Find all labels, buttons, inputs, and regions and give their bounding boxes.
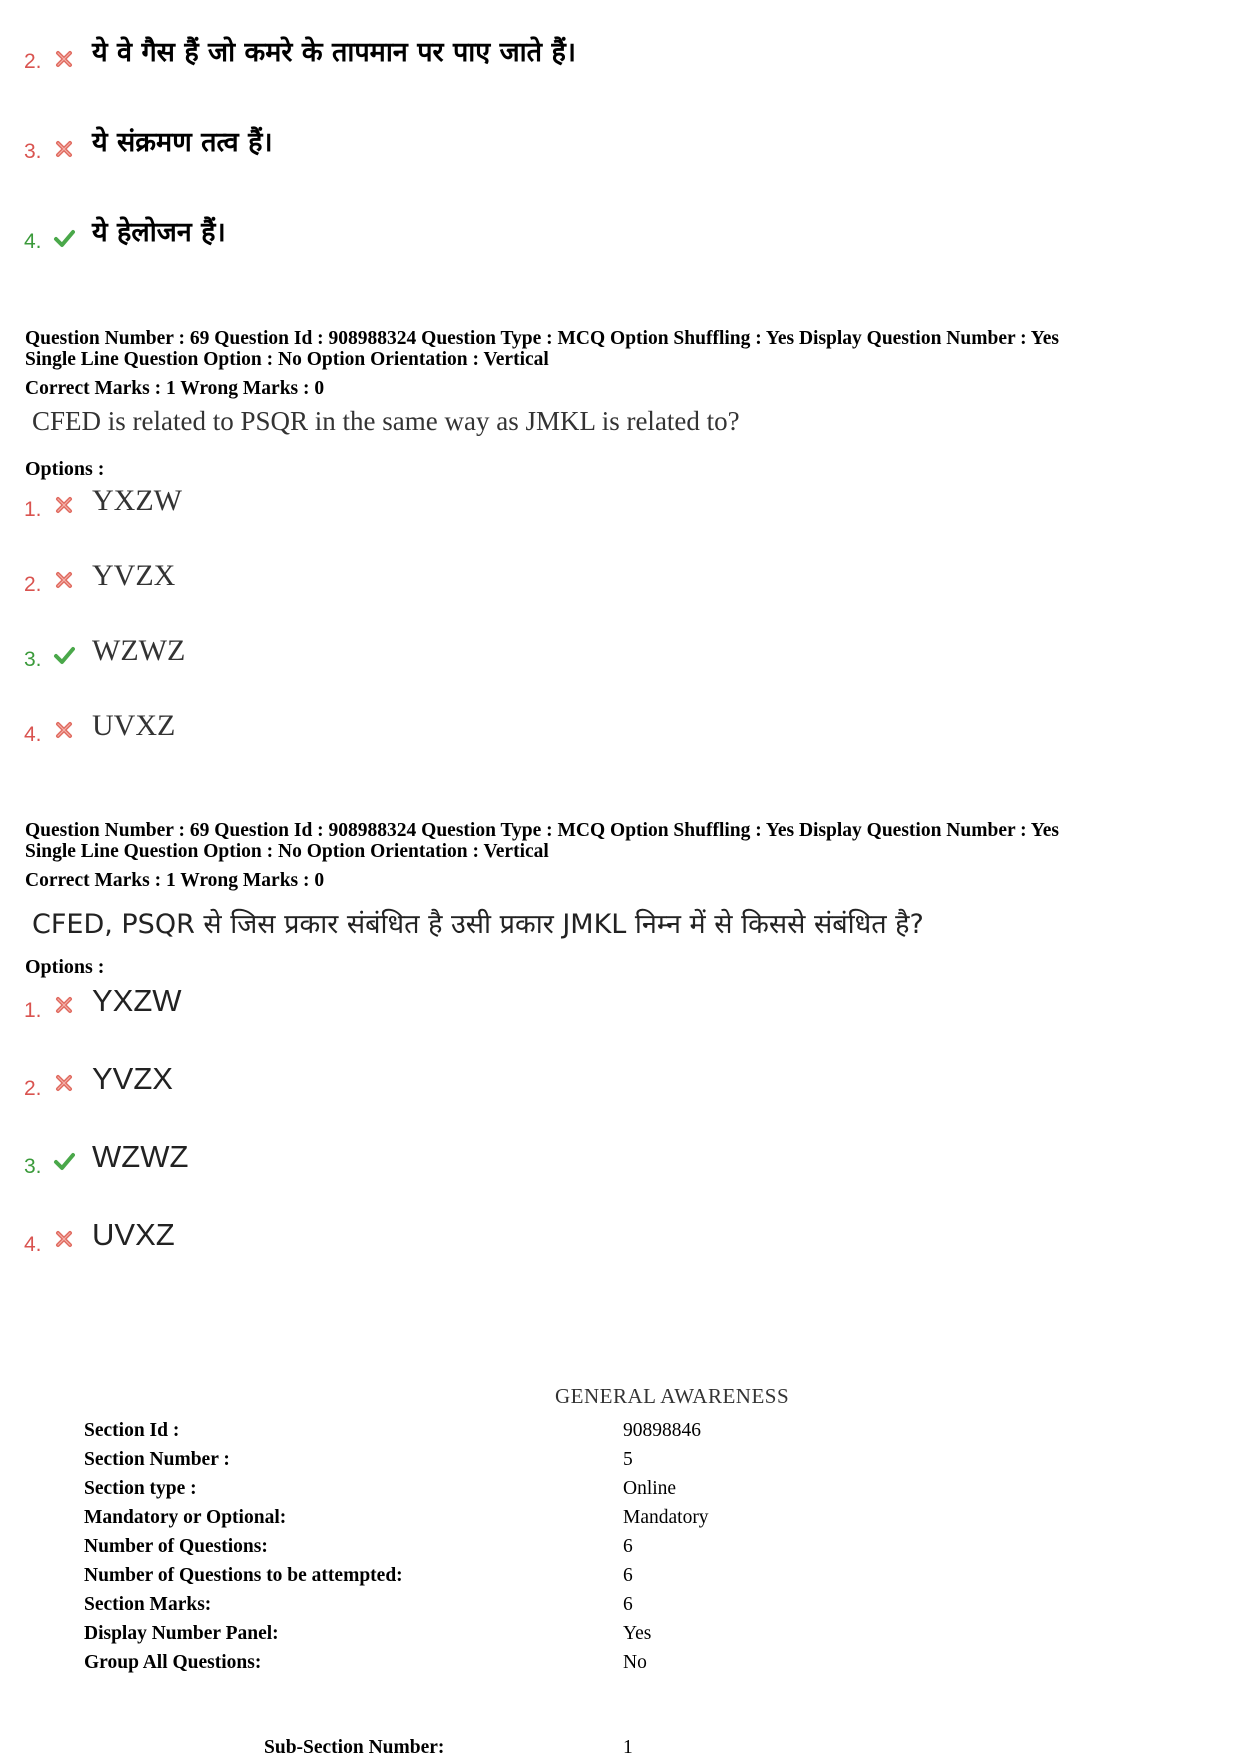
section-title: GENERAL AWARENESS xyxy=(555,1384,790,1408)
cross-mark-icon xyxy=(53,138,75,160)
section-key: Section Id : xyxy=(84,1420,180,1441)
options-label: Options : xyxy=(25,458,105,480)
sub-section-value: 1 xyxy=(623,1737,633,1758)
section-value: 6 xyxy=(623,1565,633,1586)
options-label: Options : xyxy=(25,956,105,978)
check-mark-icon xyxy=(53,227,75,249)
question-meta-line1: Question Number : 69 Question Id : 908988324 Question Type : MCQ Option Shuffling : Yes Display Question Number : Yes xyxy=(25,328,1059,349)
option-text: YXZW xyxy=(92,484,182,517)
section-key: Section Number : xyxy=(84,1449,230,1470)
section-value: Yes xyxy=(623,1623,652,1644)
cross-mark-icon xyxy=(53,1072,75,1094)
cross-mark-icon xyxy=(53,569,75,591)
option-text: YVZX xyxy=(92,559,176,592)
section-key: Number of Questions: xyxy=(84,1536,268,1557)
option-number: 1. xyxy=(24,498,42,521)
cross-mark-icon xyxy=(53,719,75,741)
question-meta-line1: Question Number : 69 Question Id : 908988324 Question Type : MCQ Option Shuffling : Yes Display Question Number : Yes xyxy=(25,820,1059,841)
sub-section-key: Sub-Section Number: xyxy=(264,1737,445,1758)
section-key: Mandatory or Optional: xyxy=(84,1507,287,1528)
section-value: Online xyxy=(623,1478,677,1499)
cross-mark-icon xyxy=(53,1228,75,1250)
section-key: Number of Questions to be attempted: xyxy=(84,1565,403,1586)
question-marks: Correct Marks : 1 Wrong Marks : 0 xyxy=(25,870,325,891)
section-value: 5 xyxy=(623,1449,633,1470)
option-number: 4. xyxy=(24,723,42,746)
option-number: 2. xyxy=(24,1077,42,1100)
option-number: 4. xyxy=(24,230,42,253)
option-number: 3. xyxy=(24,1155,42,1178)
option-text: ये संक्रमण तत्व हैं। xyxy=(92,127,273,158)
option-text: ये हेलोजन हैं। xyxy=(92,217,226,248)
section-value: Mandatory xyxy=(623,1507,709,1528)
cross-mark-icon xyxy=(53,494,75,516)
question-marks: Correct Marks : 1 Wrong Marks : 0 xyxy=(25,378,325,399)
option-number: 3. xyxy=(24,648,42,671)
cross-mark-icon xyxy=(53,48,75,70)
option-number: 1. xyxy=(24,999,42,1022)
section-value: 90898846 xyxy=(623,1420,701,1441)
section-key: Section type : xyxy=(84,1478,197,1499)
section-key: Display Number Panel: xyxy=(84,1623,279,1644)
section-value: 6 xyxy=(623,1594,633,1615)
option-text: WZWZ xyxy=(92,1139,189,1174)
section-value: No xyxy=(623,1652,647,1673)
question-stem: CFED is related to PSQR in the same way as JMKL is related to? xyxy=(32,406,740,436)
option-text: YVZX xyxy=(92,1061,173,1096)
option-number: 3. xyxy=(24,140,42,163)
section-value: 6 xyxy=(623,1536,633,1557)
option-text: UVXZ xyxy=(92,709,176,742)
option-text: UVXZ xyxy=(92,1217,175,1252)
section-key: Group All Questions: xyxy=(84,1652,262,1673)
option-number: 2. xyxy=(24,50,42,73)
check-mark-icon xyxy=(53,1150,75,1172)
check-mark-icon xyxy=(53,644,75,666)
option-number: 2. xyxy=(24,573,42,596)
option-text: YXZW xyxy=(92,983,182,1018)
option-text: ये वे गैस हैं जो कमरे के तापमान पर पाए जाते हैं। xyxy=(92,37,577,68)
question-stem: CFED, PSQR से जिस प्रकार संबंधित है उसी प्रकार JMKL निम्न में से किससे संबंधित है? xyxy=(32,909,924,940)
question-meta-line2: Single Line Question Option : No Option Orientation : Vertical xyxy=(25,841,549,862)
option-text: WZWZ xyxy=(92,634,186,667)
option-number: 4. xyxy=(24,1233,42,1256)
cross-mark-icon xyxy=(53,994,75,1016)
section-key: Section Marks: xyxy=(84,1594,212,1615)
question-meta-line2: Single Line Question Option : No Option Orientation : Vertical xyxy=(25,349,549,370)
